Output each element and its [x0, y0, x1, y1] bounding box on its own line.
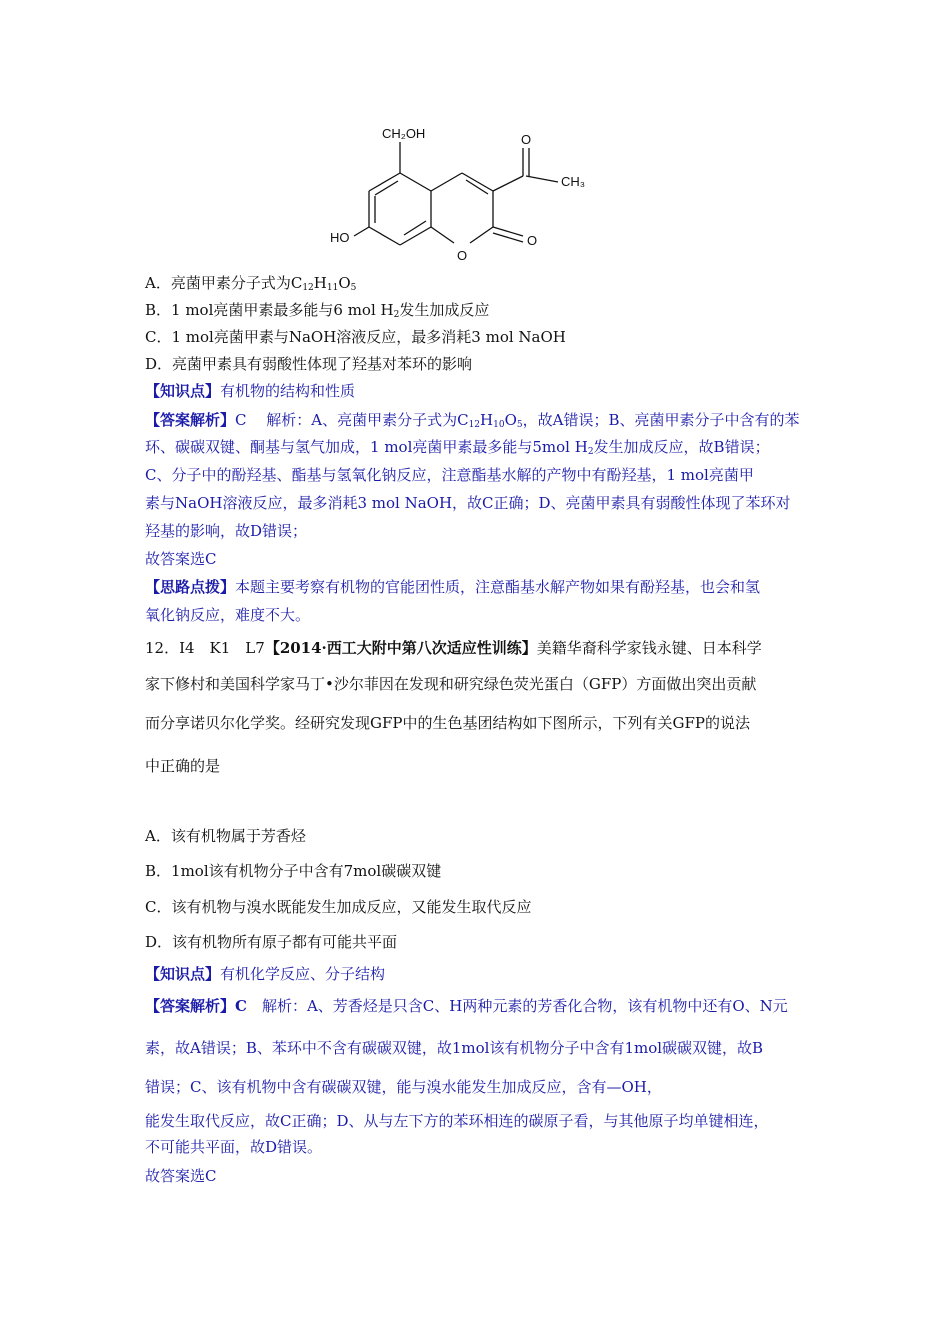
q12-stem-line-3: 而分享诺贝尔化学奖。经研究发现GFP中的生色基团结构如下图所示，下列有关GFP的说法: [145, 714, 750, 732]
q11-knowledge-point: 【知识点】有机物的结构和性质: [145, 382, 356, 400]
q11-option-d: D．亮菌甲素具有弱酸性体现了羟基对苯环的影响: [145, 355, 473, 373]
ketone-oxygen-label: O: [521, 132, 532, 147]
q11-tip-line-1: 【思路点拨】本题主要考察有机物的官能团性质，注意酯基水解产物如果有酚羟基，也会和氢: [145, 578, 761, 596]
q12-knowledge-point: 【知识点】有机化学反应、分子结构: [145, 965, 386, 983]
q12-answer-line-5: 不可能共平面，故D错误。: [145, 1138, 323, 1156]
q11-answer-line-1: 【答案解析】C 解析：A、亮菌甲素分子式为$C_{12}H_{10}O_5$，故A错误；B、亮菌甲素分子中含有的苯: [145, 411, 800, 430]
q12-option-c: C．该有机物与溴水既能发生加成反应，又能发生取代反应: [145, 898, 532, 916]
q11-final-answer: 故答案选C: [145, 550, 217, 568]
q11-option-b: B．1 mol亮菌甲素最多能与6 mol $H_2$发生加成反应: [145, 301, 490, 320]
q12-answer-line-2: 素，故A错误；B、苯环中不含有碳碳双键，故1mol该有机物分子中含有1mol碳碳双键，故B: [145, 1039, 764, 1057]
q12-answer-line-1: 【答案解析】C 解析：A、芳香烃是只含C、H两种元素的芳香化合物，该有机物中还有O、N元: [145, 997, 788, 1015]
q12-stem-line-2: 家下修村和美国科学家马丁•沙尔菲因在发现和研究绿色荧光蛋白（GFP）方面做出突出贡献: [145, 675, 757, 693]
ho-label: HO: [330, 230, 350, 245]
q12-option-d: D．该有机物所有原子都有可能共平面: [145, 933, 398, 951]
q11-option-c: C．1 mol亮菌甲素与NaOH溶液反应，最多消耗3 mol NaOH: [145, 328, 566, 346]
q12-final-answer: 故答案选C: [145, 1167, 217, 1185]
ring-oxygen-label: O: [457, 248, 468, 263]
q11-answer-line-4: 素与NaOH溶液反应，最多消耗3 mol NaOH，故C正确；D、亮菌甲素具有弱酸性体现了苯环对: [145, 494, 791, 512]
q11-answer-line-3: C、分子中的酚羟基、酯基与氢氧化钠反应，注意酯基水解的产物中有酚羟基，1 mol亮菌甲: [145, 466, 754, 484]
lactone-carbonyl-oxygen-label: O: [527, 233, 538, 248]
q12-answer-line-3: 错误；C、该有机物中含有碳碳双键，能与溴水能发生加成反应，含有—OH，: [145, 1078, 662, 1096]
molecule-structure-diagram: [330, 118, 620, 268]
q11-answer-line-2: 环、碳碳双键、酮基与氢气加成，1 mol亮菌甲素最多能与5mol $H_2$发生加成反应，故B错误；: [145, 438, 770, 457]
q11-option-a: A．亮菌甲素分子式为$C_{12}H_{11}O_5$: [145, 274, 357, 293]
q12-option-b: B．1mol该有机物分子中含有7mol碳碳双键: [145, 862, 442, 880]
ch3-label: CH₃: [561, 174, 586, 189]
q11-answer-line-5: 羟基的影响，故D错误；: [145, 522, 308, 540]
q12-stem-line-1: 12．I4 K1 L7【2014·西工大附中第八次适应性训练】美籍华裔科学家钱永键、日本科学: [145, 639, 762, 657]
q12-answer-line-4: 能发生取代反应，故C正确；D、从与左下方的苯环相连的碳原子看，与其他原子均单键相连，: [145, 1112, 769, 1130]
q12-option-a: A．该有机物属于芳香烃: [145, 827, 306, 845]
ch2oh-label: CH₂OH: [382, 126, 426, 141]
q12-stem-line-4: 中正确的是: [145, 757, 221, 775]
q11-tip-line-2: 氧化钠反应，难度不大。: [145, 606, 311, 624]
